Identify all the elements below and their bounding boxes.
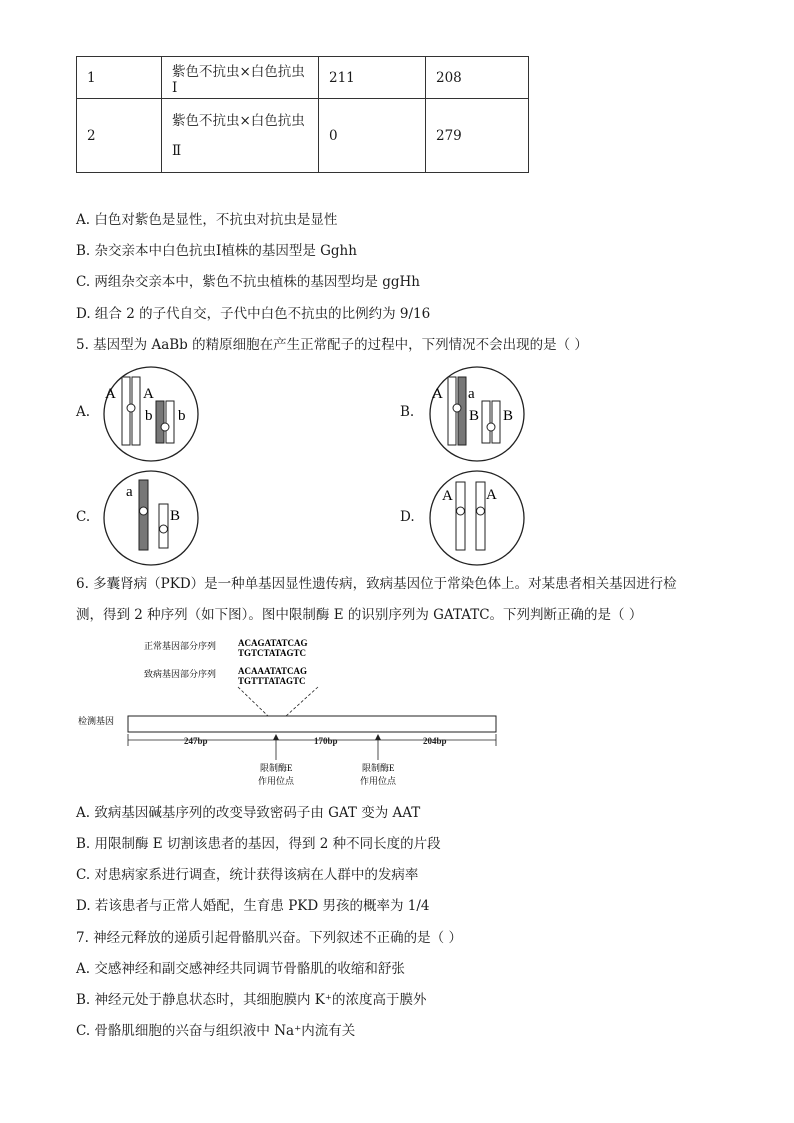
centromere: [140, 507, 148, 515]
gene-label: A: [105, 386, 116, 402]
q6-option-b: B. 用限制酶 E 切割该患者的基因，得到 2 种不同长度的片段: [76, 836, 441, 852]
q5-option-b-label: B.: [400, 404, 415, 420]
q7-stem: 7. 神经元释放的递质引起骨骼肌兴奋。下列叙述不正确的是（ ）: [76, 930, 462, 946]
chromosome: [476, 482, 485, 550]
table-row: [77, 99, 529, 173]
zoom-guide: [286, 687, 318, 716]
chromatid: [166, 401, 174, 443]
cut-site-label: 作用位点: [258, 776, 295, 786]
cross-cell-line: Ⅱ: [172, 142, 182, 159]
gene-label: a: [468, 386, 475, 402]
centromere: [477, 507, 485, 515]
cross-cell: [162, 99, 319, 173]
centromere: [453, 404, 461, 412]
count-cell: 208: [426, 57, 529, 99]
cut-site-label: 作用位点: [360, 776, 397, 786]
gene-bar: [128, 716, 496, 732]
q5-option-c-label: C.: [76, 509, 91, 525]
cell-diagram-d: [422, 468, 532, 568]
q6-stem-line2: 测，得到 2 种序列（如下图）。图中限制酶 E 的识别序列为 GATATC。下列判断正确的是（ ）: [76, 607, 643, 623]
gene-label: B: [170, 508, 181, 524]
cell-diagram-c: [96, 468, 206, 568]
count-cell: 0: [319, 99, 426, 173]
chromosome: [456, 482, 465, 550]
gene-label: b: [178, 408, 186, 424]
cross-cell-line: 紫色不抗虫×白色抗虫: [172, 112, 305, 129]
q5-stem: 5. 基因型为 AaBb 的精原细胞在产生正常配子的过程中，下列情况不会出现的是（ ）: [76, 337, 588, 353]
chromatid: [482, 401, 490, 443]
centromere: [487, 423, 495, 431]
cell-diagram-b: [422, 364, 532, 464]
chromatid: [156, 401, 164, 443]
cross-cell: 紫色不抗虫×白色抗虫Ⅰ: [162, 57, 319, 99]
gene-label: A: [143, 386, 154, 402]
cut-site-label: 限制酶E: [362, 763, 395, 773]
zoom-guide: [238, 687, 268, 716]
gene-label: 检测基因: [78, 716, 115, 726]
gene-label: B: [469, 408, 480, 424]
count-cell: 211: [319, 57, 426, 99]
segment-length: 247bp: [184, 736, 208, 746]
q5-option-a-label: A.: [76, 404, 91, 420]
centromere: [161, 423, 169, 431]
segment-length: 204bp: [423, 736, 447, 746]
q5-option-d-label: D.: [400, 509, 415, 525]
mutant-seq-bottom: TGTTTATAGTC: [238, 676, 306, 686]
cell-diagram-a: [96, 364, 206, 464]
gene-label: A: [486, 487, 497, 503]
chromatid: [492, 401, 500, 443]
normal-seq-top: ACAGATATCAG: [238, 638, 308, 648]
q4-option-c: C. 两组杂交亲本中，紫色不抗虫植株的基因型均是 ggHh: [76, 274, 420, 290]
group-cell: 1: [77, 57, 162, 99]
mutant-seq-label: 致病基因部分序列: [144, 669, 217, 679]
mutant-seq-top: ACAAATATCAG: [238, 666, 307, 676]
q4-option-a: A. 白色对紫色是显性，不抗虫对抗虫是显性: [76, 212, 338, 228]
count-cell: 279: [426, 99, 529, 173]
q7-option-c: C. 骨骼肌细胞的兴奋与组织液中 Na⁺内流有关: [76, 1023, 356, 1039]
gene-label: A: [432, 386, 443, 402]
segment-length: 170bp: [314, 736, 338, 746]
gene-label: a: [126, 484, 133, 500]
q6-option-d: D. 若该患者与正常人婚配，生育患 PKD 男孩的概率为 1/4: [76, 898, 430, 914]
centromere: [457, 507, 465, 515]
cell-membrane: [104, 471, 198, 565]
table-row: [77, 57, 529, 99]
q6-stem-line1: 6. 多囊肾病（PKD）是一种单基因显性遗传病，致病基因位于常染色体上。对某患者相关基因进行检: [76, 576, 677, 592]
gene-label: A: [442, 488, 453, 504]
normal-seq-label: 正常基因部分序列: [144, 641, 217, 651]
q6-option-c: C. 对患病家系进行调查，统计获得该病在人群中的发病率: [76, 867, 419, 883]
q4-option-d: D. 组合 2 的子代自交，子代中白色不抗虫的比例约为 9/16: [76, 306, 431, 322]
centromere: [127, 404, 135, 412]
q7-option-b: B. 神经元处于静息状态时，其细胞膜内 K⁺的浓度高于膜外: [76, 992, 427, 1008]
q6-option-a: A. 致病基因碱基序列的改变导致密码子由 GAT 变为 AAT: [76, 805, 421, 821]
arrow-head: [375, 734, 381, 740]
normal-seq-bottom: TGTCTATAGTC: [238, 648, 307, 658]
gene-label: b: [145, 408, 153, 424]
gene-label: B: [503, 408, 514, 424]
cut-site-label: 限制酶E: [260, 763, 293, 773]
centromere: [160, 525, 168, 533]
cross-results-table: [76, 56, 529, 173]
arrow-head: [273, 734, 279, 740]
gene-detection-diagram: [76, 636, 506, 792]
q7-option-a: A. 交感神经和副交感神经共同调节骨骼肌的收缩和舒张: [76, 961, 405, 977]
q4-option-b: B. 杂交亲本中白色抗虫Ⅰ植株的基因型是 Gghh: [76, 243, 357, 259]
group-cell: 2: [77, 99, 162, 173]
